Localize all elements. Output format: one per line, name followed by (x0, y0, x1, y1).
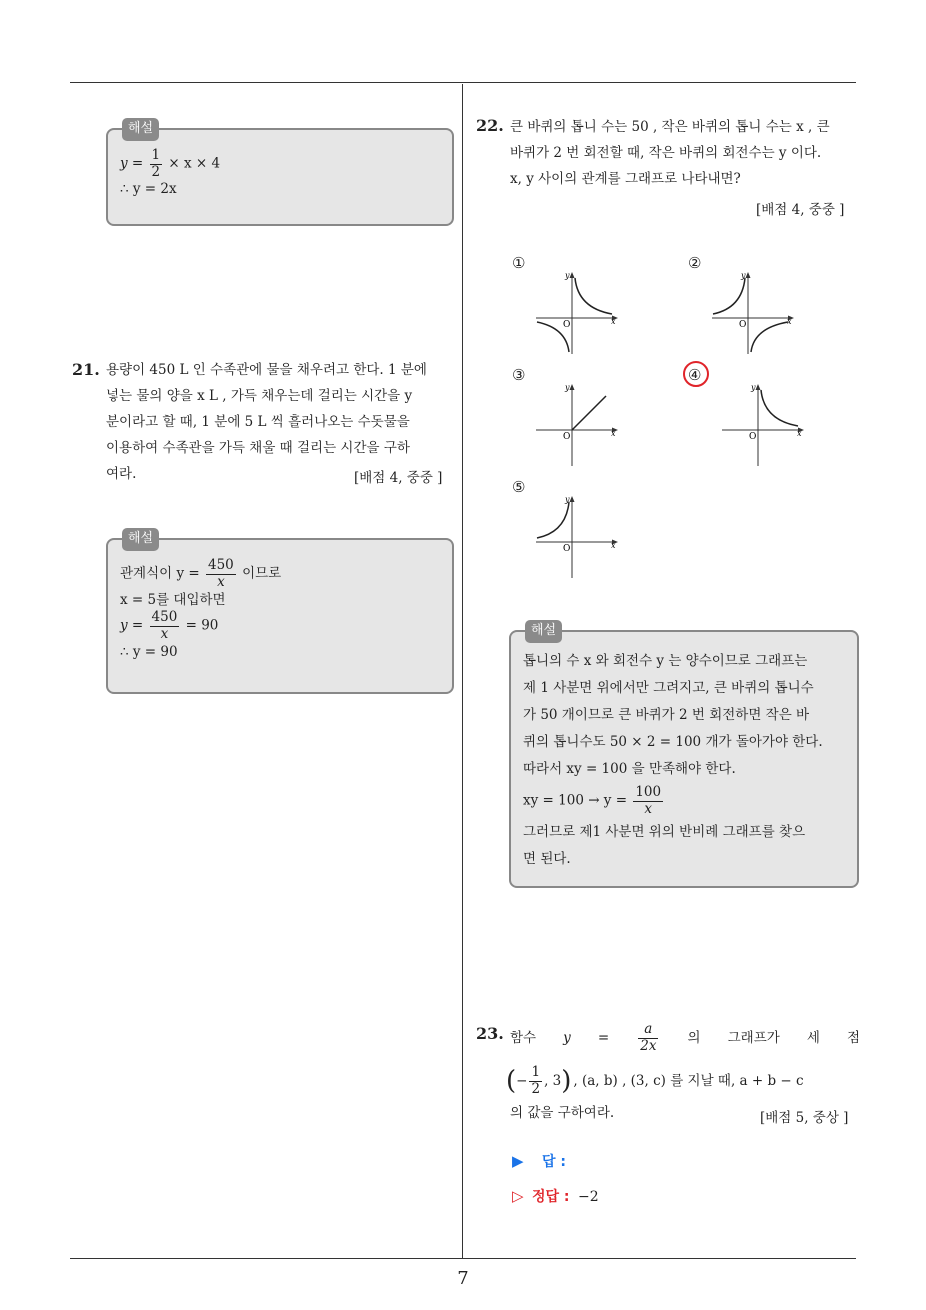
play-arrow-icon: ▶ (512, 1152, 524, 1170)
origin-label: O (563, 544, 571, 554)
bottom-rule (70, 1258, 856, 1259)
score-label-22: [배점 4, 중중 ] (756, 202, 845, 218)
origin-label: O (563, 432, 571, 442)
axis-x-label: x (611, 541, 616, 550)
selected-answer-mark (683, 361, 709, 387)
column-divider (462, 84, 463, 1258)
option-4-graph (720, 380, 806, 468)
solution-line: xy = 100 → y = $\frac{100}{x}$ (523, 784, 662, 817)
axis-x-label: x (611, 429, 616, 438)
question-text-23-line1: 함수 y = $\frac{a}{2x}$ 의 그래프가 세 점 (510, 1020, 860, 1054)
axis-x-label: x (787, 317, 792, 326)
axis-y-label: y (565, 271, 570, 280)
answer-label: 답 : (542, 1154, 566, 1170)
solution-box-21 (106, 531, 454, 694)
question-number-23: 23. (476, 1024, 504, 1043)
question-text-23-line2: ( − $\frac{1}{2}$ , 3 ) , (a, b) , (3, c) 를 지날 때, a + b − c (506, 1063, 804, 1097)
solution-line: x = 5를 대입하면 (120, 592, 226, 609)
axis-y-label: y (565, 495, 570, 504)
correct-answer-value: −2 (577, 1189, 599, 1205)
solution-line: y = $\frac{1}{2}$ × x × 4 (120, 147, 221, 180)
axis-y-label: y (565, 383, 570, 392)
solution-line: 가 50 개이므로 큰 바퀴가 2 번 회전하면 작은 바 (523, 707, 810, 723)
solution-line: 톱니의 수 x 와 회전수 y 는 양수이므로 그래프는 (523, 653, 808, 669)
option-3-graph (534, 380, 620, 468)
solution-line: 따라서 xy = 100 을 만족해야 한다. (523, 761, 736, 777)
axis-y-label: y (751, 383, 756, 392)
option-1-graph (534, 268, 620, 356)
axis-y-label: y (741, 271, 746, 280)
solution-line: 제 1 사분면 위에서만 그려지고, 큰 바퀴의 톱니수 (523, 680, 814, 696)
page-number: 7 (457, 1268, 469, 1289)
question-text-22: 큰 바퀴의 톱니 수는 50 , 작은 바퀴의 톱니 수는 x , 큰 바퀴가 2 번 회전할 때, 작은 바퀴의 회전수는 y 이다. x, y 사이의 관계를 그래프로 나타내면? (510, 119, 830, 187)
correct-answer-row (512, 1186, 599, 1206)
solution-line: 면 된다. (523, 851, 571, 868)
option-1-label[interactable]: ① (512, 254, 526, 272)
option-2-graph (710, 268, 796, 356)
question-text-23-line3: 의 값을 구하여라. (510, 1105, 615, 1121)
top-rule (70, 82, 856, 83)
solution-line: 그러므로 제1 사분면 위의 반비례 그래프를 찾으 (523, 824, 806, 841)
solution-tag: 해설 (122, 528, 159, 551)
solution-line: y = $\frac{450}{x}$ = 90 (120, 609, 219, 642)
solution-line: 관계식이 y = $\frac{450}{x}$ 이므로 (120, 557, 282, 590)
axis-x-label: x (797, 429, 802, 438)
axis-x-label: x (611, 317, 616, 326)
origin-label: O (749, 432, 757, 442)
solution-line: ∴ y = 2x (120, 181, 177, 198)
origin-label: O (563, 320, 571, 330)
option-5-label[interactable]: ⑤ (512, 478, 526, 496)
question-text-21: 용량이 450 L 인 수족관에 물을 채우려고 한다. 1 분에 넣는 물의 양을 x L , 가득 채우는데 걸리는 시간을 y 분이라고 할 때, 1 분에 5 L 씩 흘러나오는 수돗물을 이용하여 수족관을 가득 채울 때 걸리는 시간을 구하 여라. (106, 362, 427, 482)
outline-arrow-icon: ▷ (512, 1187, 524, 1205)
origin-label: O (739, 320, 747, 330)
answer-row (512, 1151, 566, 1171)
solution-box-22 (509, 623, 859, 888)
solution-box-20 (106, 121, 454, 226)
solution-line: 퀴의 톱니수도 50 × 2 = 100 개가 돌아가야 한다. (523, 734, 823, 750)
question-number-22: 22. (476, 116, 504, 135)
correct-answer-label: 정답 : (532, 1189, 570, 1205)
option-3-label[interactable]: ③ (512, 366, 526, 384)
question-number-21: 21. (72, 360, 100, 379)
option-2-label[interactable]: ② (688, 254, 702, 272)
score-label-23: [배점 5, 중상 ] (760, 1110, 849, 1126)
option-5-graph (534, 492, 620, 580)
score-label-21: [배점 4, 중중 ] (354, 470, 443, 486)
solution-tag: 해설 (122, 118, 159, 141)
option-4-label[interactable]: ④ (688, 366, 702, 384)
solution-tag: 해설 (525, 620, 562, 643)
solution-line: ∴ y = 90 (120, 644, 178, 661)
